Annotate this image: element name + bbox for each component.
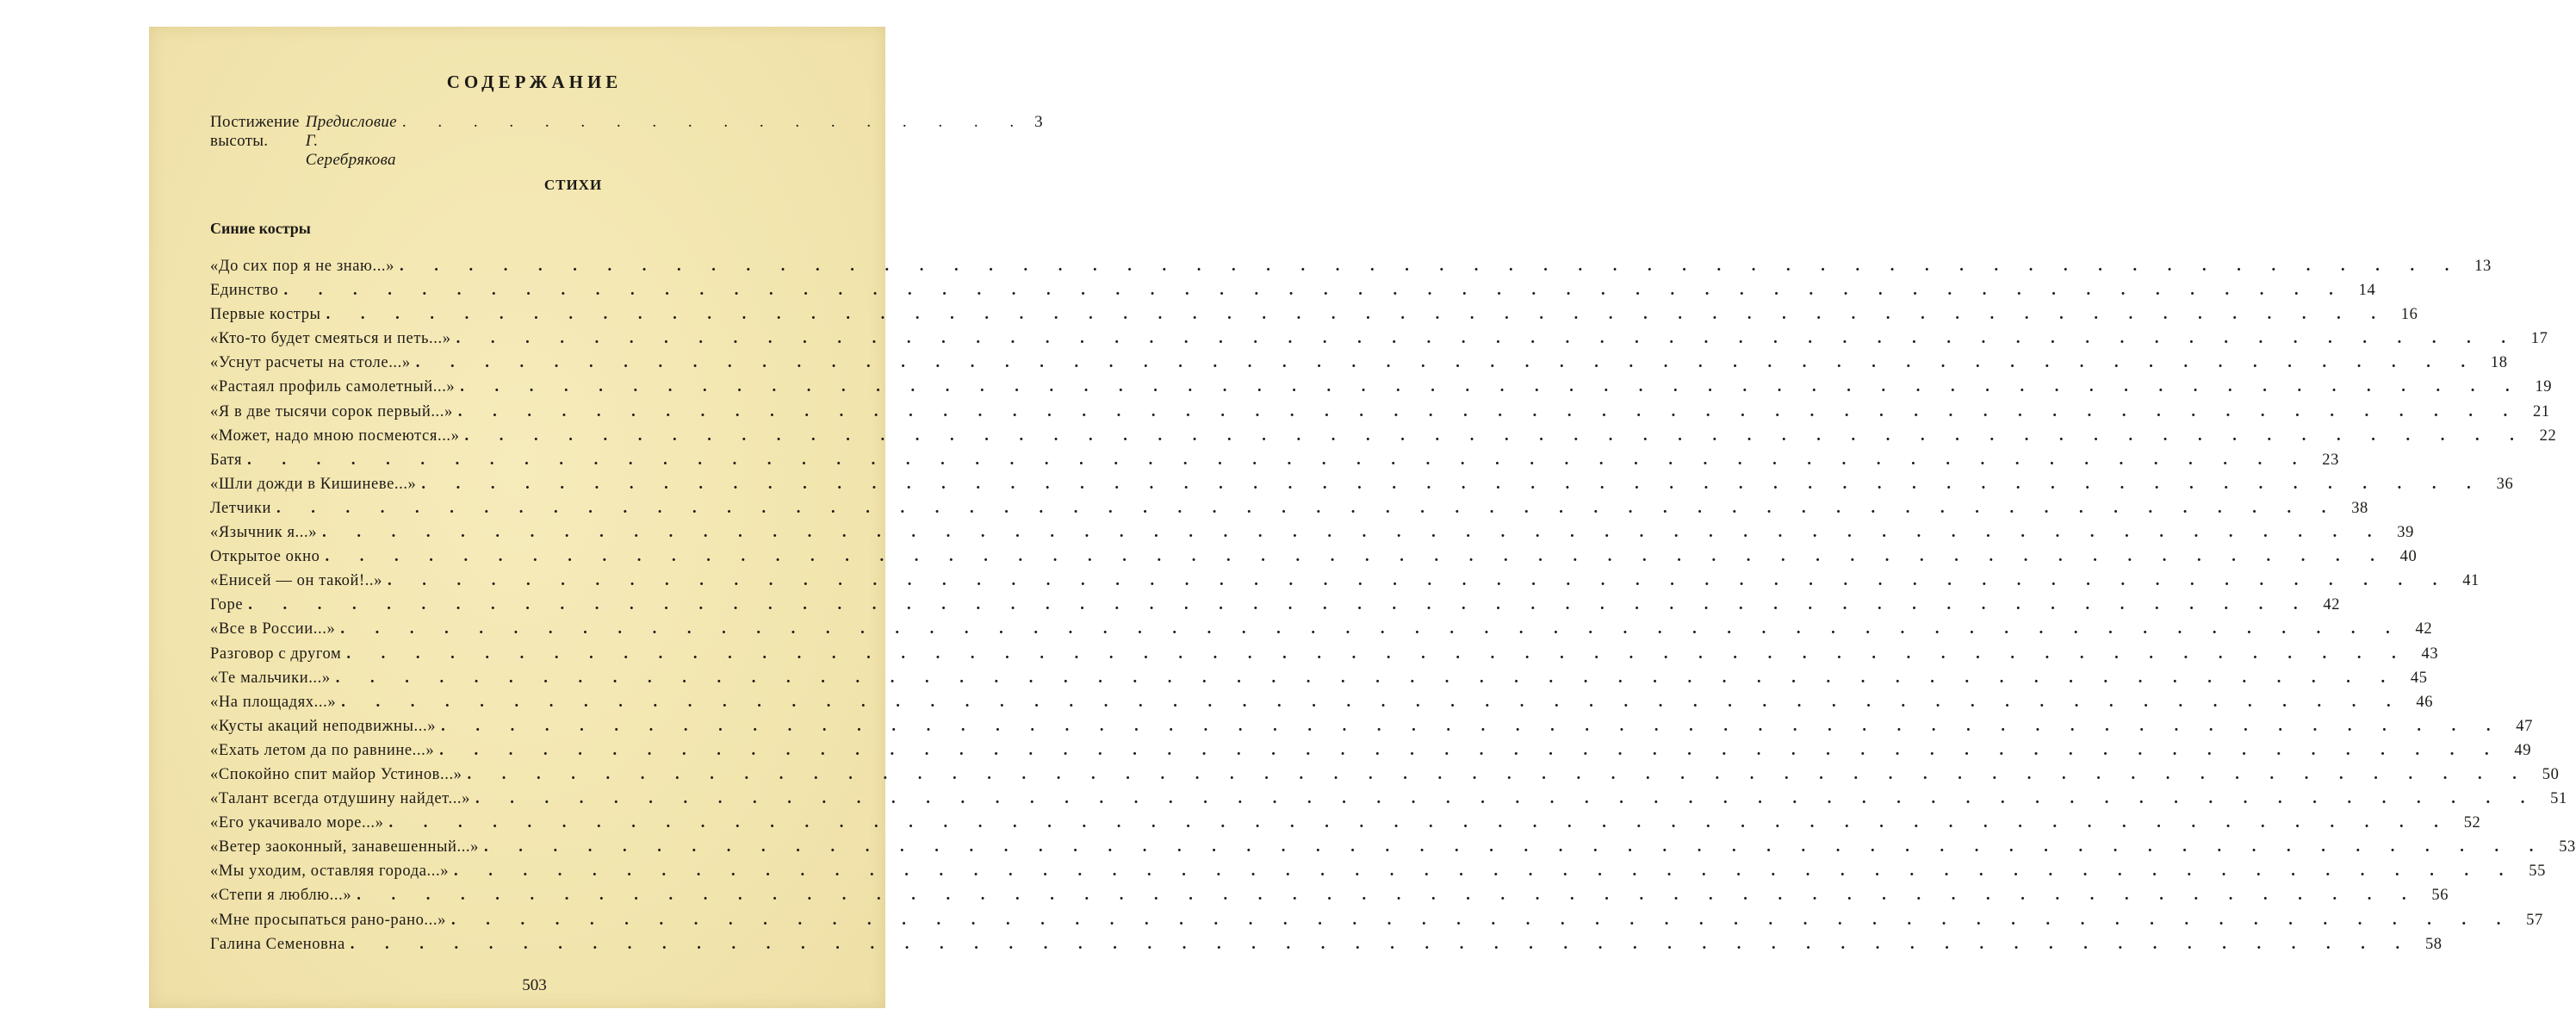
toc-entry: [210, 935, 2443, 960]
toc-entry: [210, 887, 2449, 911]
toc-entry-page: 19: [2535, 378, 2553, 396]
section-heading: СТИХИ: [543, 177, 603, 193]
toc-entry: [210, 572, 2480, 596]
toc-entry-page: 14: [2358, 282, 2376, 300]
toc-entry-page: 50: [2542, 765, 2560, 783]
page-number: 503: [522, 976, 547, 994]
toc-entry: [210, 741, 2532, 766]
dot-leader: . . . . . . . . . . . . . . . . . . . . . . . . . . . . . . . . . . . . . . . . . . . . . . . . . . . . . . . . . . . .: [340, 620, 2404, 638]
toc-entry-page: 47: [2516, 717, 2533, 735]
dot-leader: . . . . . . . . . . . . . . . . . . . . . . . . . . . . . . . . . . . . . . . . . . . . . . . . . . . . . . . . . . . .: [415, 354, 2479, 372]
dot-leader: . . . . . . . . . . . . . . . . . . . . . . . . . . . . . . . . . . . . . . . . . . . . . . . . . . . . . . . . . . . .: [283, 282, 2347, 300]
toc-entry-page: 22: [2539, 427, 2557, 445]
toc-entry: [210, 620, 2433, 645]
dot-leader: . . . . . . . . . . . . . . . . . . . . . . . . . . . . . . . . . . . . . . . . . . . . . . . . . . . . . . . . . . . .: [335, 669, 2399, 687]
toc-entry: [210, 790, 2567, 814]
toc-entry: [210, 402, 2550, 427]
toc-entry-title: «Может, надо мною посмеются...»: [210, 427, 460, 445]
toc-entry-page: 56: [2431, 887, 2449, 905]
toc-entry-title: Батя: [210, 451, 243, 469]
toc-entry-title: Единство: [210, 282, 279, 300]
toc-entry: [210, 814, 2481, 838]
toc-entry: [210, 669, 2428, 694]
toc-entry-title: «Его укачивало море...»: [210, 814, 384, 832]
dot-leader: . . . . . . . . . . . . . . . . . . . . . . . . . . . . . . . . . . . . . . . . . . . . . . . . . . . . . . . . . . . .: [322, 524, 2385, 542]
toc-entry-title: «Спокойно спит майор Устинов...»: [210, 765, 462, 783]
toc-entry-page: 36: [2496, 475, 2514, 493]
toc-entry: [210, 911, 2543, 936]
book-page: [149, 27, 2576, 1008]
toc-entry-title: «Я в две тысячи сорок первый...»: [210, 402, 453, 420]
toc-entry-title: Открытое окно: [210, 548, 320, 566]
toc-entry: [210, 645, 2439, 670]
toc-entry-title: «Кусты акаций неподвижны...»: [210, 717, 437, 735]
toc-entry-title: «Растаял профиль самолетный...»: [210, 378, 456, 396]
dot-leader: . . . . . . . . . . . . . . . . . . . . . . . . . . . . . . . . . . . . . . . . . . . . . . . . . . . . . . . . . . . .: [357, 887, 2420, 905]
toc-entry-page: 52: [2463, 814, 2481, 832]
toc-entry: [210, 717, 2533, 742]
toc-entry-title: «Мы уходим, оставляя города...»: [210, 863, 450, 881]
toc-entry-page: 21: [2533, 402, 2550, 420]
toc-entry: [210, 451, 2339, 476]
dot-leader: . . . . . . . . . . . . . . . . . . . . . . . . . . . . . . . . . . . . . . . . . . . . . . . . . . . . . . . . . . . .: [388, 814, 2452, 832]
toc-list: [210, 258, 2576, 960]
dot-leader: . . . . . . . . . . . . . . . . . . . . . . . . . . . . . . . . . . . . . . . . . . . . . . . . . . . . . . . . . . . .: [484, 838, 2547, 856]
page-title: СОДЕРЖАНИЕ: [446, 72, 623, 92]
intro-page-number: 3: [1034, 113, 1043, 131]
toc-entry-title: «Талант всегда отдушину найдет...»: [210, 790, 470, 808]
dot-leader: . . . . . . . . . . . . . . . . . . . . . . . . . . . . . . . . . . . . . . . . . . . . . . . . . . . . . . . . . . . .: [248, 596, 2312, 614]
toc-entry: [210, 282, 2376, 306]
toc-entry-title: Горе: [210, 596, 244, 614]
toc-entry-title: «На площадях...»: [210, 693, 337, 711]
toc-entry-title: «Ветер заоконный, занавешенный...»: [210, 838, 480, 856]
dot-leader: . . . . . . . . . . . . . . . . . . . . . . . . . . . . . . . . . . . . . . . . . . . . . . . . . . . . . . . . . . . .: [350, 935, 2413, 953]
dot-leader: . . . . . . . . . . . . . . . . . . . . . . . . . . . . . . . . . . . . . . . . . . . . . . . . . . . . . . . . . . . .: [276, 499, 2339, 517]
toc-entry-page: 53: [2559, 838, 2576, 856]
toc-entry-title: Первые костры: [210, 306, 321, 324]
dot-leader: . . . . . . . . . . . . . . . . . . . . . . . . . . . . . . . . . . . . . . . . . . . . . . . . . . . . . . . . . . . .: [454, 863, 2517, 881]
toc-entry: [210, 693, 2434, 718]
toc-entry-page: 46: [2416, 693, 2434, 711]
toc-entry-page: 16: [2400, 306, 2418, 324]
dot-leader: . . . . . . . . . . . . . . . . . . . . . . . . . . . . . . . . . . . . . . . . . . . . . . . . . . . . . . . . . . . .: [325, 548, 2388, 566]
toc-entry-title: Разговор с другом: [210, 645, 342, 663]
toc-entry-page: 18: [2490, 354, 2508, 372]
toc-entry-title: «Все в России...»: [210, 620, 336, 638]
toc-entry: [210, 378, 2553, 402]
toc-entry: [210, 838, 2576, 863]
toc-entry-title: «Ехать летом да по равнине...»: [210, 741, 435, 759]
toc-entry-title: Галина Семеновна: [210, 935, 345, 953]
toc-entry: [210, 548, 2418, 572]
toc-entry-title: «Кто-то будет смеяться и петь...»: [210, 330, 451, 348]
toc-entry-page: 42: [2323, 596, 2341, 614]
dot-leader: . . . . . . . . . . . . . . . . . . . . . . . . . . . . . . . . . . . . . . . . . . . . . . . . . . . . . . . . . . . .: [326, 306, 2389, 324]
dot-leader: . . . . . . . . . . . . . . . . . . . . . . . . . . . . . . . . . . . . . . . . . . . . . . . . . . . . . . . . . . . .: [475, 790, 2538, 808]
toc-entry: [210, 863, 2546, 887]
toc-entry-page: 45: [2410, 669, 2428, 687]
toc-entry-title: «Уснут расчеты на столе...»: [210, 354, 411, 372]
toc-entry-title: «Мне просыпаться рано-рано...»: [210, 911, 446, 929]
toc-entry: [210, 258, 2492, 282]
toc-entry-title: «Язычник я...»: [210, 524, 318, 542]
dot-leader: . . . . . . . . . . . . . . . . . . . . . . . . . . . . . . . . . . . . . . . . . . . . . . . . . . . . . . . . . . . .: [450, 911, 2514, 929]
toc-entry-page: 17: [2530, 330, 2548, 348]
dot-leader: . . . . . . . . . . . . . . . . . . . . . . . . . . . . . . . . . . . . . . . . . . . . . . . . . . . . . . . . . . . .: [460, 378, 2523, 396]
dot-leader: . . . . . . . . . . . . . . . . . . . . . . . . . . . . . . . . . . . . . . . . . . . . . . . . . . . . . . . . . . . .: [441, 717, 2504, 735]
intro-title: Постижение высоты.: [210, 113, 300, 150]
toc-entry-title: Летчики: [210, 499, 272, 517]
dot-leader: . . . . . . . . . . . . . . . . . . . . . . . . . . . . . . . . . . . . . . . . . . . . . . . . . . . . . . . . . . . .: [421, 475, 2485, 493]
toc-entry: [210, 499, 2368, 524]
dot-leader: . . . . . . . . . . . . . . . . . . . . . . . . . . . . . . . . . . . . . . . . . . . . . . . . . . . . . . . . . . . .: [341, 693, 2405, 711]
dot-leader: . . . . . . . . . . . . . . . . . . . . . . . . . . . . . . . . . . . . . . . . . . . . . . . . . . . . . . . . . . . .: [456, 330, 2519, 348]
toc-entry-page: 40: [2399, 548, 2418, 566]
toc-entry-title: «До сих пор я не знаю...»: [210, 258, 394, 275]
toc-entry-page: 38: [2351, 499, 2368, 517]
dot-leader: . . . . . . . . . . . . . . . . . . . . . . . . . . . . . . . . . . . . . . . . . . . . . . . . . . . . . . . . . . . .: [400, 258, 2462, 275]
toc-entry: [210, 427, 2557, 452]
toc-entry-title: «Шли дожди в Кишиневе...»: [210, 475, 417, 493]
toc-entry-page: 23: [2322, 451, 2339, 469]
toc-entry-page: 39: [2397, 524, 2414, 542]
toc-entry-page: 55: [2529, 863, 2546, 881]
subsection-heading: Синие костры: [210, 220, 311, 237]
toc-entry: [210, 765, 2560, 790]
toc-entry: [210, 475, 2514, 500]
toc-entry: [210, 330, 2548, 354]
toc-entry-page: 49: [2514, 741, 2532, 759]
toc-entry-page: 41: [2462, 572, 2480, 590]
toc-entry-page: 13: [2474, 258, 2492, 275]
toc-entry: [210, 306, 2418, 330]
toc-entry-page: 57: [2526, 911, 2543, 929]
dot-leader: . . . . . . . . . . . . . . . . . . . . . . . . . . . . . . . . . . . . . . . . . . . . . . . . . . . . . . . . . . . .: [388, 572, 2450, 590]
dot-leader: . . . . . . . . . . . . . . . . . . . . . . . . . . . . . . . . . . . . . . . . . . . . . . . . . . . . . . . . . . . .: [457, 402, 2521, 420]
toc-entry-title: «Те мальчики...»: [210, 669, 331, 687]
toc-entry-intro: [210, 113, 1043, 170]
toc-entry: [210, 354, 2508, 378]
toc-entry-page: 43: [2421, 645, 2439, 663]
toc-entry: [210, 596, 2341, 620]
dot-leader: . . . . . . . . . . . . . . . . . . . . . . . . . . . . . . . . . . . . . . . . . . . . . . . . . . . . . . . . . . . .: [464, 427, 2528, 445]
dot-leader: . . . . . . . . . . . . . . . . . . . . . . . . . . . . . . . . . . . . . . . . . . . . . . . . . . . . . . . . . . . .: [247, 451, 2310, 469]
toc-entry-title: «Степи я люблю...»: [210, 887, 352, 905]
toc-entry-title: «Енисей — он такой!..»: [210, 572, 383, 590]
intro-subtitle: Предисловие Г. Серебрякова: [305, 113, 397, 169]
dot-leader: . . . . . . . . . . . . . . . . . .: [401, 113, 1028, 131]
toc-entry-page: 51: [2550, 790, 2567, 808]
dot-leader: . . . . . . . . . . . . . . . . . . . . . . . . . . . . . . . . . . . . . . . . . . . . . . . . . . . . . . . . . . . .: [467, 765, 2530, 783]
toc-entry: [210, 524, 2414, 548]
dot-leader: . . . . . . . . . . . . . . . . . . . . . . . . . . . . . . . . . . . . . . . . . . . . . . . . . . . . . . . . . . . .: [346, 645, 2410, 663]
dot-leader: . . . . . . . . . . . . . . . . . . . . . . . . . . . . . . . . . . . . . . . . . . . . . . . . . . . . . . . . . . . .: [439, 741, 2503, 759]
toc-entry-page: 42: [2415, 620, 2433, 638]
toc-entry-page: 58: [2424, 935, 2443, 953]
